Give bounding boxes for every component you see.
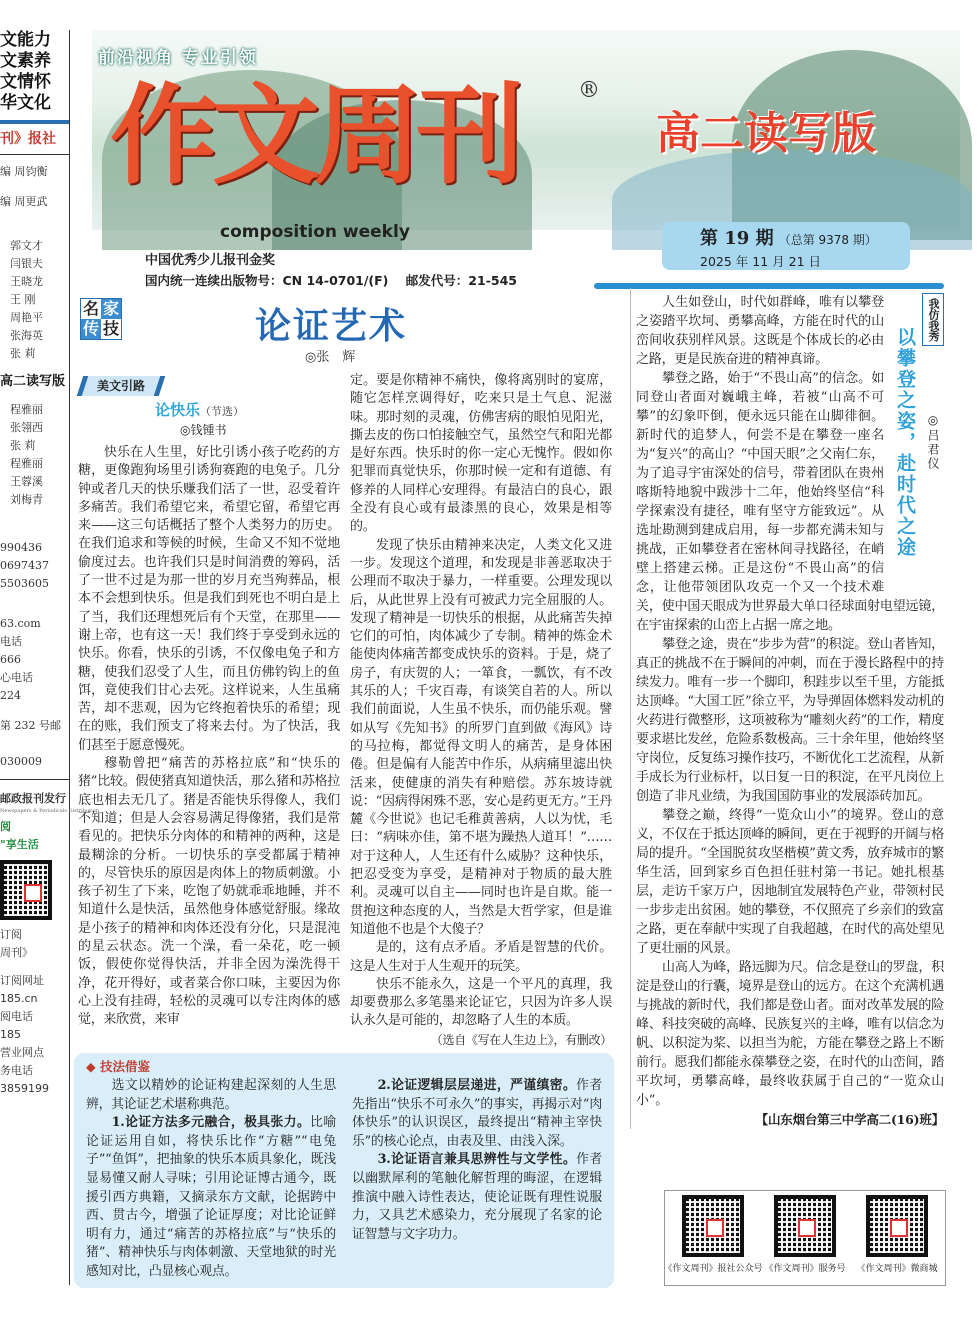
registered-mark: ® [578, 78, 600, 103]
paragraph: 攀登之途，贵在“步步为营”的积淀。登山者皆知，真正的挑战不在于瞬间的冲刺，而在于漫长路程中的持续发力。唯有一步一个脚印，积跬步以至千里，方能抵达顶峰。“大国工匠”徐立平，为导弹固体燃料发动机的火药进行微整形，这项被称为“雕刻火药”的工作，精度要求堪比发丝，危险系数极高。三十余年里，他始终坚守岗位，反复练习操作技巧，不断优化工艺流程，从新手成长为行业标杆，以日复一日的积淀，在平凡岗位上创造了非凡业绩，为我国国防事业的发展添砖加瓦。 [636, 637, 944, 804]
slogan: 前沿视角 专业引领 [98, 48, 258, 68]
essay-column-1 [78, 444, 340, 1030]
qr-mini-shop[interactable] [852, 1195, 942, 1281]
paragraph: 选文以精妙的论证构建起深刻的人生思辨，其论证艺术堪称典范。 [86, 1078, 336, 1112]
section-tab: 我仿我秀 [922, 293, 944, 346]
subscribe-qr-code[interactable] [0, 860, 52, 920]
divider [0, 120, 69, 124]
student-essay-author: ◎吕君仪 [926, 413, 940, 471]
essay-note: （节选） [200, 405, 245, 418]
paragraph: 快乐不能永久，这是一个平凡的真理，我却要费那么多笔墨来论证它，只因为许多人误认永久是可能的，却忽略了人生的本质。 [350, 976, 612, 1029]
sidebar-masthead-info [0, 30, 99, 1285]
paragraph: 是的，这有点矛盾。矛盾是智慧的代价。这是人生对于人生观开的玩笑。 [350, 940, 612, 974]
point-text: 作者先指出“快乐不可永久”的事实，再揭示对“肉体快乐”的认识误区，最终提出“精神主宰快乐”的核心论点，由表及里、由浅入深。 [352, 1078, 602, 1149]
contact: 224 [0, 689, 21, 702]
editor: 程雅丽 [10, 457, 43, 470]
brand-english: composition weekly [220, 222, 410, 242]
subscribe-info: 务电话 [0, 1064, 33, 1077]
issue-box [662, 222, 910, 270]
editor: 郭文才 [10, 239, 43, 252]
section-badge [77, 376, 165, 396]
edition-label: 高二读写版 [0, 374, 66, 389]
qr-service-account[interactable] [760, 1195, 850, 1281]
subscribe-info: 订阅网址 [0, 974, 44, 987]
qr-official-account[interactable] [663, 1195, 763, 1281]
tag-char: 传 [82, 319, 99, 338]
subscribe-info: 185.cn [0, 992, 38, 1005]
technique-box [74, 1053, 614, 1288]
motto: 华文化 [0, 93, 51, 113]
editor: 程雅丽 [10, 403, 43, 416]
paragraph [86, 1114, 336, 1281]
subscribe-promo: 阅 [0, 820, 11, 833]
essay-source: （选自《写在人生边上》，有删改） [430, 1032, 612, 1047]
qr-code-icon[interactable] [774, 1195, 836, 1257]
student-school: 【山东烟台第三中学高二(16)班】 [755, 1112, 944, 1127]
motto: 文情怀 [0, 72, 51, 92]
contact: 63.com [0, 617, 41, 630]
editor: 张 莉 [10, 347, 36, 360]
article-author: ◎张 辉 [305, 350, 356, 365]
press-name: 刊》报社 [0, 130, 69, 155]
editor: 王 刚 [10, 293, 36, 306]
distribution-en: Newspapers & Periodicals Distribution [0, 808, 99, 814]
paragraph: 攀登之路，始于“不畏山高”的信念。如同登山者面对巍峨主峰，若被“山高不可攀”的幻象吓倒，便永远只能在山脚徘徊。新时代的追梦人，何尝不是在攀登一座名为“复兴”的高山？“中国天眼”之父南仁东，为了追寻宇宙深处的信号，带着团队在贵州喀斯特地貌中跋涉十二年，他始终坚信“科学探索没有捷径，唯有坚守方能致远”。从选址勘测到建成启用，每一步都充满未知与挑战，正如攀登者在密林间寻找路径，在峭壁上搭建云梯。正是这份“不畏山高”的信念，让他带领团队攻克一个又一个技术难关，使中国天眼成为世界最大单口径球面射电望远镜，在宇宙探索的山峦上占据一席之地。 [636, 371, 944, 633]
contact: 030009 [0, 753, 69, 780]
qr-caption: 《作文周刊》服务号 [764, 1264, 846, 1274]
qr-code-icon[interactable] [682, 1195, 744, 1257]
article-title: 论证艺术 [255, 305, 408, 347]
subscribe-info: 185 [0, 1028, 21, 1041]
brand-logo: 作文周刊 [110, 73, 519, 199]
essay-author: ◎钱锺书 [180, 423, 227, 437]
tag-char: 名 [82, 299, 99, 318]
essay-title [155, 400, 244, 422]
subscribe-info: 周刊》 [0, 946, 33, 959]
qr-code-icon[interactable] [866, 1195, 928, 1257]
editor: 王晓龙 [10, 275, 43, 288]
paragraph: 攀登之巅，终得“一览众山小”的境界。登山的意义，不仅在于抵达顶峰的瞬间，更在于视野的开阔与格局的提升。“全国脱贫攻坚楷模”黄文秀，放弃城市的繁华生活，回到家乡百色担任驻村第一书记。她扎根基层，走访千家万户，因地制宜发展特色产业，带领村民一步步走出贫困。她的攀登，不仅照亮了乡亲们的致富之路，更在奉献中实现了自我超越，在时代的高处望见了更壮丽的风景。 [636, 808, 944, 956]
contact: 心电话 [0, 671, 33, 684]
contact: 第 232 号邮 [0, 719, 61, 732]
subscribe-info: 3859199 [0, 1082, 49, 1095]
phone: 0697437 [0, 559, 49, 572]
point-text: 作者以幽默犀利的笔触化解哲理的晦涩，在逻辑推演中融入诗性表达，使论证既有理性说服力，又具艺术感染力，充分展现了名家的论证智慧与文字功力。 [352, 1152, 602, 1242]
tag-char: 家 [102, 299, 119, 318]
paragraph: 穆勒曾把“痛苦的苏格拉底”和“快乐的猪”比较。假使猪真知道快活，那么猪和苏格拉底也相去无几了。猪是否能快乐得像人，我们不知道；但是人会容易满足得像猪，我们是常看见的。把快乐分肉体的和精神的两种，这是最糊涂的分析。一切快乐的享受都属于精神的，尽管快乐的原因是肉体上的物质刺激。小孩子初生了下来，吃饱了奶就乖乖地睡，并不知道什么是快活，虽然他身体感觉舒服。缘故是小孩子的精神和肉体还没有分化，只是混沌的星云状态。洗一个澡，看一朵花，吃一顿饭，假使你觉得快活，并非全因为澡洗得干净，花开得好，或者菜合你口味，主要因为你心上没有挂碍，轻松的灵魂可以专注肉体的感觉，来欣赏，来审 [78, 756, 340, 1028]
technique-heading: ◆ 技法借鉴 [86, 1059, 150, 1074]
divider [630, 288, 631, 1129]
edition-title: 高二读写版 [656, 108, 876, 159]
tag-char: 技 [102, 319, 119, 338]
qr-caption: 《作文周刊》报社公众号 [663, 1264, 763, 1274]
paragraph: 发现了快乐由精神来决定，人类文化又进一步。发现这个道理，和发现是非善恶取决于公理而不取决于暴力，一样重要。公理发现以后，从此世界上没有可被武力完全屈服的人。发现了精神是一切快乐的根据，从此痛苦失掉它们的可怕，肉体减少了专制。精神的炼金术能使肉体痛苦都变成快乐的资料。于是，烧了房子，有庆贺的人；一箪食，一瓢饮，有不改其乐的人；千灾百毒，有谈笑自若的人。所以我们前面说，人生虽不快乐，而仍能乐观。譬如从写《先知书》的所罗门直到做《海风》诗的马拉梅，都觉得文明人的痛苦，是身体困倦。但是偏有人能苦中作乐，从病痛里滤出快活来，使健康的消失有种赔偿。苏东坡诗就说：“因病得闲殊不恶，安心是药更无方。”王丹麓《今世说》也记毛稚黄善病，人以为忧，毛曰：“病味亦佳，第不堪为躁热人道耳！”……对于这种人，人生还有什么威胁？这种快乐，把忍受变为享受，是精神对于物质的最大胜利。灵魂可以自主——同时也许是自欺。能一贯抱这种态度的人，当然是大哲学家，但是谁知道他不也是个大傻子？ [350, 537, 612, 937]
essay-column-2 [350, 372, 612, 1049]
qr-caption: 《作文周刊》微商城 [856, 1264, 938, 1274]
issue-date: 2025 年 11 月 21 日 [700, 254, 821, 269]
qr-code-panel [664, 1190, 946, 1286]
issue-total: （总第 9378 期） [778, 233, 877, 247]
editor: 张海英 [10, 329, 43, 342]
subscribe-info: 订阅 [0, 928, 22, 941]
issn-info: 国内统一连续出版物号：CN 14-0701/(F) 邮发代号：21-545 [145, 273, 517, 288]
staff: 编 周钧衡 [0, 165, 48, 178]
paragraph [352, 1077, 602, 1151]
staff: 编 周更武 [0, 195, 48, 208]
essay-title-text: 论快乐 [155, 401, 201, 419]
point-heading: 2.论证逻辑层层递进，严谨缜密。 [377, 1078, 577, 1093]
paragraph [352, 1151, 602, 1244]
editor: 王蓉溪 [10, 475, 43, 488]
contact: 电话 [0, 635, 22, 648]
subscribe-info: 营业网点 [0, 1046, 44, 1059]
subscribe-info: 阅电话 [0, 1010, 33, 1023]
phone: 990436 [0, 541, 42, 554]
editor: 张 莉 [10, 439, 36, 452]
paragraph: 山高人为峰，路远脚为尺。信念是登山的罗盘，积淀是登山的行囊，境界是登山的远方。在这个充满机遇与挑战的新时代，我们都是登山者。面对改革发展的险峰、科技突破的高峰、民族复兴的主峰，唯有以信念为帆、以积淀为桨、以担当为舵，方能在攀登之路上不断前行。愿我们都能永葆攀登之姿，在时代的山峦间，踏平坎坷，勇攀高峰，最终收获属于自己的“一览众山小”。 [636, 960, 944, 1108]
issue-number: 第 19 期 [700, 228, 774, 249]
point-heading: 1.论证方法多元融合，极具张力。 [111, 1115, 311, 1131]
phone: 5503605 [0, 577, 49, 590]
column-tag [80, 298, 122, 340]
paragraph: 人生如登山，时代如群峰，唯有以攀登之姿踏平坎坷、勇攀高峰，方能在时代的山峦间收获别样风景。这既是个体成长的必由之路，更是民族奋进的精神真谛。 [636, 295, 884, 367]
paragraph: 定。要是你精神不痛快，像将离别时的宴席，随它怎样烹调得好，吃来只是土气息、泥滋味。那时刻的灵魂，仿佛害病的眼怕见阳光，撕去皮的伤口怕接触空气，虽然空气和阳光都是好东西。快乐时的你一定心无愧怍。假如你犯罪而真觉快乐，你那时候一定和有道德、有修养的人同样心安理得。有最洁白的良心，跟全没有良心或有最漆黑的良心，效果是相等的。 [350, 373, 612, 535]
distribution: 邮政报刊发行 [0, 792, 66, 805]
editor: 周艳平 [10, 311, 43, 324]
editor: 刘梅青 [10, 493, 43, 506]
contact: 666 [0, 653, 21, 666]
motto: 文素养 [0, 51, 51, 71]
section-label: 美文引路 [96, 379, 145, 393]
divider [594, 283, 944, 289]
student-essay [636, 293, 944, 1129]
point-heading: 3.论证语言兼具思辨性与文学性。 [377, 1152, 577, 1168]
award: 中国优秀少儿报刊金奖 [145, 253, 276, 268]
paragraph: 快乐在人生里，好比引诱小孩子吃药的方糖，更像跑狗场里引诱狗赛跑的电兔子。几分钟或者几天的快乐赚我们活了一世，忍受着许多痛苦。我们希望它来，希望它留，希望它再来——这三句话概括了整个人类努力的历史。在我们追求和等候的时候，生命又不知不觉地偷度过去。也许我们只是时间消费的筹码，活了一世不过是为那一世的岁月充当殉葬品，根本不会想到快乐。但是我们到死也不明白是上了当，我们还理想死后有个天堂，在那里——谢上帝，也有这一天！我们终于享受到永远的快乐。你看，快乐的引诱，不仅像电兔子和方糖，使我们忍受了人生，而且仿佛钓钩上的鱼饵，竟使我们甘心去死。这样说来，人生虽痛苦，却不悲观，因为它终抱着快乐的希望；现在的账，我们预支了将来去付。为了快活，我们甚至于愿意慢死。 [78, 445, 340, 753]
editor: 张翎西 [10, 421, 43, 434]
editor: 闫银夫 [10, 257, 43, 270]
student-essay-title-block [888, 293, 944, 593]
motto: 文能力 [0, 30, 51, 50]
student-essay-title: 以攀登之姿，赴时代之途 [894, 327, 916, 558]
point-text: 比喻论证运用自如，将快乐比作“方糖”“电兔子”“鱼饵”，把抽象的快乐本质具象化，既浅显易懂又耐人寻味；引用论证博古通今，既援引西方典籍，又摘录东方文献，论据跨中西、贯古今，增强了论证厚度；对比论证鲜明有力，通过“痛苦的苏格拉底”与“快乐的猪”、精神快乐与肉体刺激、天堂地狱的时光感知对比，凸显核心观点。 [86, 1115, 336, 1279]
subscribe-promo: "享生活 [0, 838, 39, 851]
